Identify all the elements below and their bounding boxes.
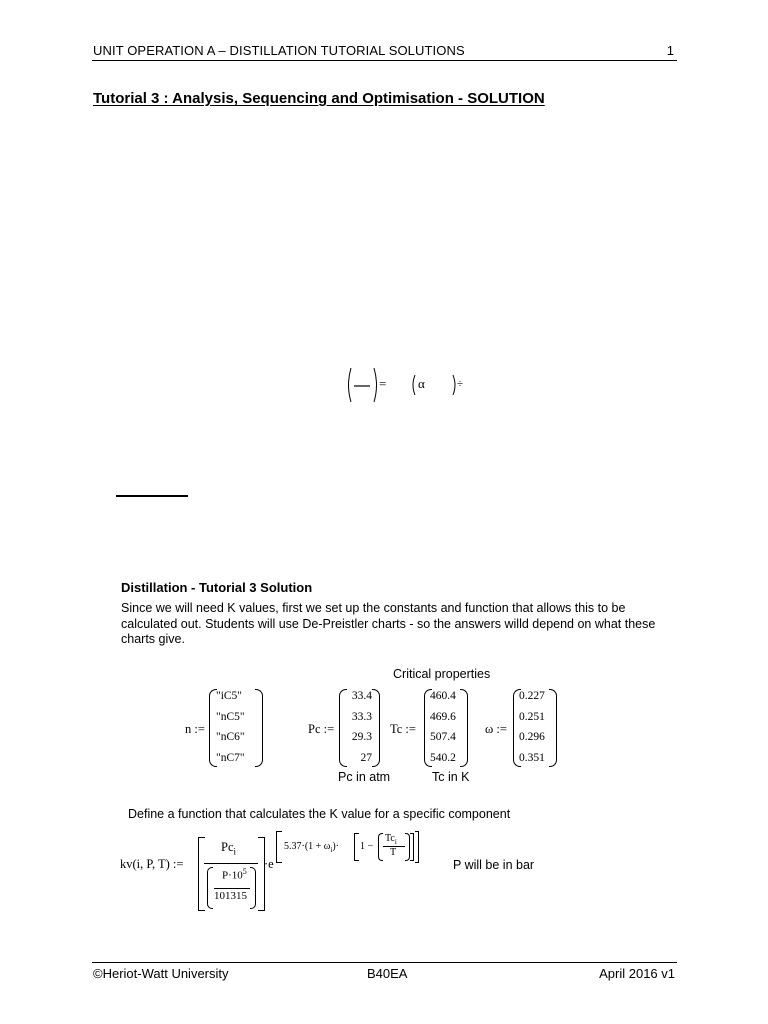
kv-outer-left-bracket <box>198 837 205 911</box>
pc-right-bracket <box>372 689 380 767</box>
n-vector <box>216 686 245 768</box>
kv-tc-term <box>385 833 397 846</box>
document-title: Tutorial 3 : Analysis, Sequencing and Optimisation - SOLUTION <box>93 90 545 107</box>
tc-right-bracket <box>460 689 468 767</box>
footer-rule <box>92 962 677 963</box>
omega-value: 0.351 <box>519 751 545 764</box>
kv-exp-left-bracket <box>276 831 282 863</box>
pc-vector <box>346 686 372 768</box>
tc-vector <box>430 686 456 768</box>
omega-value: 0.227 <box>519 690 545 702</box>
running-header-title: UNIT OPERATION A – DISTILLATION TUTORIAL SOLUTIONS <box>93 43 465 58</box>
kv-t-symbol: T <box>390 847 397 858</box>
omega-value: 0.251 <box>519 710 545 723</box>
close-paren-shape <box>374 368 377 402</box>
kv-exp-coeff-text: 5.37·(1 + ω <box>284 841 331 852</box>
kv-pc-symbol: Pc <box>221 840 234 854</box>
n-value: "nC6" <box>216 731 245 743</box>
equation-fragment-svg <box>345 365 475 405</box>
footer-course-code: B40EA <box>367 966 408 981</box>
alpha-symbol: α <box>418 376 425 391</box>
kv-p-term <box>222 867 247 882</box>
n-value: "iC5" <box>216 690 243 702</box>
header-rule <box>92 60 677 61</box>
pc-value: 29.3 <box>351 731 372 743</box>
division-symbol: ÷ <box>457 378 464 390</box>
kv-tc-left-paren <box>378 833 383 861</box>
kv-inner-fraction-bar <box>214 888 250 889</box>
worksheet-heading: Distillation - Tutorial 3 Solution <box>121 580 313 595</box>
kv-tc-symbol: Tc <box>385 833 395 844</box>
kv-exp-close: )· <box>332 841 340 852</box>
pc-value: 33.4 <box>351 690 372 702</box>
tc-value: 507.4 <box>430 731 456 743</box>
n-vector-label: n := <box>185 722 205 736</box>
n-value: "nC7" <box>216 751 245 764</box>
alpha-close-paren <box>453 375 455 395</box>
kv-exp-base: ·e <box>264 857 274 871</box>
kv-exp-coefficient <box>284 841 339 854</box>
n-right-bracket <box>255 689 263 767</box>
equation-fragment <box>345 365 475 405</box>
page-number: 1 <box>666 43 674 58</box>
kv-main-fraction-bar <box>204 863 258 864</box>
kv-omega-subscript: i <box>330 846 333 854</box>
kv-tc-subscript: i <box>394 838 397 846</box>
kv-p-exponent: 5 <box>242 867 247 876</box>
kv-function-definition <box>120 835 450 915</box>
omega-value: 0.296 <box>519 731 545 743</box>
kv-atm-constant: 101315 <box>214 890 247 902</box>
kv-inner-left-paren <box>207 867 213 909</box>
alpha-open-paren <box>413 375 415 395</box>
kv-one-minus: 1 − <box>360 841 374 852</box>
n-value: "nC5" <box>216 710 245 723</box>
omega-vector <box>519 686 545 768</box>
tc-vector-label: Tc := <box>390 722 416 736</box>
pc-value: 33.3 <box>351 710 372 723</box>
short-divider <box>116 495 188 497</box>
footer-copyright: ©Heriot-Watt University <box>93 966 229 981</box>
pressure-unit-note: P will be in bar <box>453 858 535 872</box>
tc-value: 469.6 <box>430 710 456 723</box>
kv-exp-inner-left-bracket <box>354 833 359 861</box>
critical-properties-label: Critical properties <box>393 667 491 681</box>
tc-value: 460.4 <box>430 690 456 702</box>
omega-right-bracket <box>549 689 557 767</box>
kv-pc-subscript: i <box>233 846 237 857</box>
worksheet-intro: Since we will need K values, first we set up the constants and function that allows this to be calculated out. Students will use De-Preistler charts - so the answers willd depend on what these charts give. <box>121 601 656 646</box>
kv-p-base: P·10 <box>222 869 243 882</box>
omega-vector-label: ω := <box>485 722 507 736</box>
open-paren-shape <box>349 368 352 402</box>
kv-inner-right-paren <box>250 867 256 909</box>
kv-exp-right-bracket <box>415 831 419 863</box>
pc-value: 27 <box>360 751 372 764</box>
pc-vector-label: Pc := <box>308 722 335 736</box>
tc-value: 540.2 <box>430 751 456 764</box>
kv-lhs: kv(i, P, T) := <box>120 857 184 871</box>
kv-exp-inner-right-bracket <box>410 833 414 861</box>
footer-version: April 2016 v1 <box>599 966 675 981</box>
define-function-text: Define a function that calculates the K value for a specific component <box>128 807 511 821</box>
kv-outer-right-bracket <box>258 837 265 911</box>
tc-unit-note: Tc in K <box>432 770 470 784</box>
equals-sign: = <box>379 376 387 391</box>
pc-unit-note: Pc in atm <box>338 770 391 784</box>
kv-pc-term <box>221 840 236 857</box>
